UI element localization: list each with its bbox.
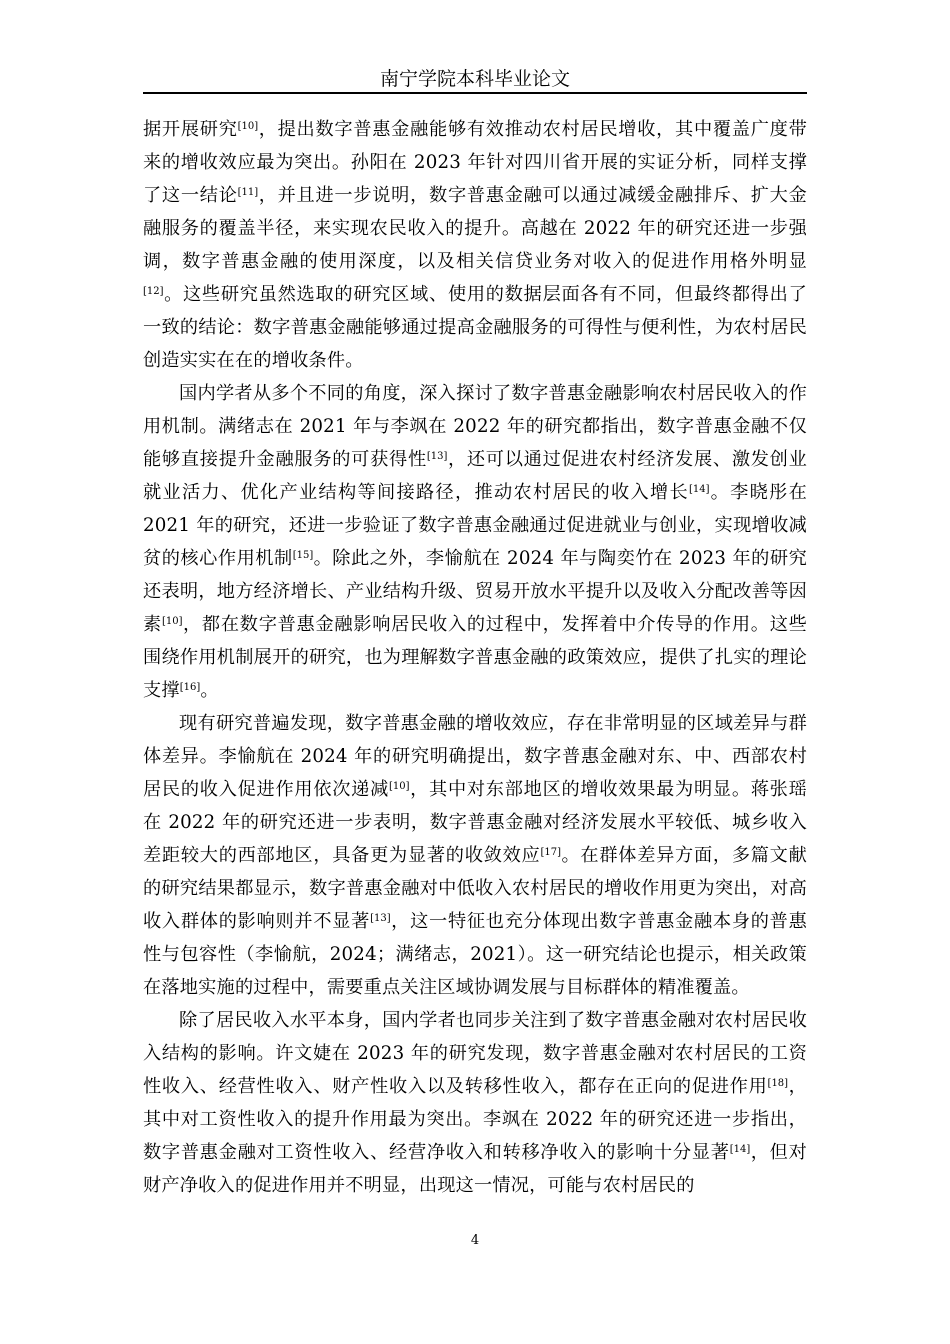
citation-marker: [13]	[370, 913, 391, 924]
paragraph-text: ，其中对东部地区的增收效果最为明显。蒋张瑶在 2022 年的研究还进一步表明，数字普惠金融对经济发展水平较低、城乡收入差距较大的西部地区，具备更为显著的收敛效应	[143, 779, 807, 866]
citation-marker: [12]	[143, 286, 164, 297]
paragraph-text: 。除此之外，李愉航在 2024 年与陶奕竹在 2023 年的研究还表明，地方经济增长、产业结构升级、贸易开放水平提升以及收入分配改善等因素	[143, 548, 807, 635]
citation-marker: [13]	[426, 451, 448, 462]
paragraph	[143, 113, 807, 377]
citation-marker: [15]	[292, 550, 314, 561]
citation-marker: [10]	[161, 616, 183, 627]
paragraph-text: ，并且进一步说明，数字普惠金融可以通过减缓金融排斥、扩大金融服务的覆盖半径，来实现农民收入的提升。高越在 2022 年的研究还进一步强调，数字普惠金融的使用深度，以及相关信贷业务对收入的促进作用格外明显	[143, 185, 807, 272]
paragraph-text: 现有研究普遍发现，数字普惠金融的增收效应，存在非常明显的区域差异与群体差异。李愉航在 2024 年的研究明确提出，数字普惠金融对东、中、西部农村居民的收入促进作用依次递减	[143, 713, 807, 800]
citation-marker: [14]	[688, 484, 710, 495]
paragraph-text: 。在群体差异方面，多篇文献的研究结果都显示，数字普惠金融对中低收入农村居民的增收作用更为突出，对高收入群体的影响则并不显著	[143, 845, 807, 932]
paragraph-text: 。这些研究虽然选取的研究区域、使用的数据层面各有不同，但最终都得出了一致的结论：数字普惠金融能够通过提高金融服务的可得性与便利性，为农村居民创造实实在在的增收条件。	[143, 284, 807, 371]
paragraph-text: ，提出数字普惠金融能够有效推动农村居民增收，其中覆盖广度带来的增收效应最为突出。孙阳在 2023 年针对四川省开展的实证分析，同样支撑了这一结论	[143, 119, 807, 206]
page-number: 4	[470, 1233, 480, 1248]
citation-marker: [14]	[729, 1144, 751, 1155]
citation-marker: [10]	[237, 121, 259, 132]
paragraph	[143, 377, 807, 707]
citation-marker: [10]	[389, 781, 410, 792]
citation-marker: [16]	[179, 682, 201, 693]
header-rule	[143, 92, 807, 94]
paragraph	[143, 1004, 807, 1202]
citation-marker: [11]	[237, 187, 259, 198]
paragraph-text: 除了居民收入水平本身，国内学者也同步关注到了数字普惠金融对农村居民收入结构的影响。许文婕在 2023 年的研究发现，数字普惠金融对农村居民的工资性收入、经营性收入、财产性收入以及转移性收入，都存在正向的促进作用	[143, 1010, 807, 1097]
running-header: 南宁学院本科毕业论文	[379, 68, 570, 90]
citation-marker: [17]	[540, 847, 561, 858]
paragraph-text: ，这一特征也充分体现出数字普惠金融本身的普惠性与包容性（李愉航，2024；满绪志，2021）。这一研究结论也提示，相关政策在落地实施的过程中，需要重点关注区域协调发展与目标群体的精准覆盖。	[143, 911, 807, 998]
paragraph-text: 。李晓彤在 2021 年的研究，还进一步验证了数字普惠金融通过促进就业与创业，实现增收减贫的核心作用机制	[143, 482, 807, 569]
citation-marker: [18]	[767, 1078, 789, 1089]
paragraph-text: 据开展研究	[143, 119, 238, 140]
paragraph	[143, 707, 807, 1004]
paragraph-text: ，还可以通过促进农村经济发展、激发创业就业活力、优化产业结构等间接路径，推动农村居民的收入增长	[143, 449, 807, 503]
paragraph-text: 国内学者从多个不同的角度，深入探讨了数字普惠金融影响农村居民收入的作用机制。满绪志在 2021 年与李飒在 2022 年的研究都指出，数字普惠金融不仅能够直接提升金融服务的可获得性	[143, 383, 807, 470]
paragraph-text: ，但对财产净收入的促进作用并不明显，出现这一情况，可能与农村居民的	[143, 1142, 807, 1196]
paragraph-text: 。	[200, 680, 219, 701]
paragraph-text: ，都在数字普惠金融影响居民收入的过程中，发挥着中介传导的作用。这些围绕作用机制展开的研究，也为理解数字普惠金融的政策效应，提供了扎实的理论支撑	[143, 614, 808, 701]
paragraph-text: ，其中对工资性收入的提升作用最为突出。李飒在 2022 年的研究还进一步指出，数字普惠金融对工资性收入、经营净收入和转移净收入的影响十分显著	[143, 1076, 808, 1163]
body-text	[143, 113, 807, 1202]
